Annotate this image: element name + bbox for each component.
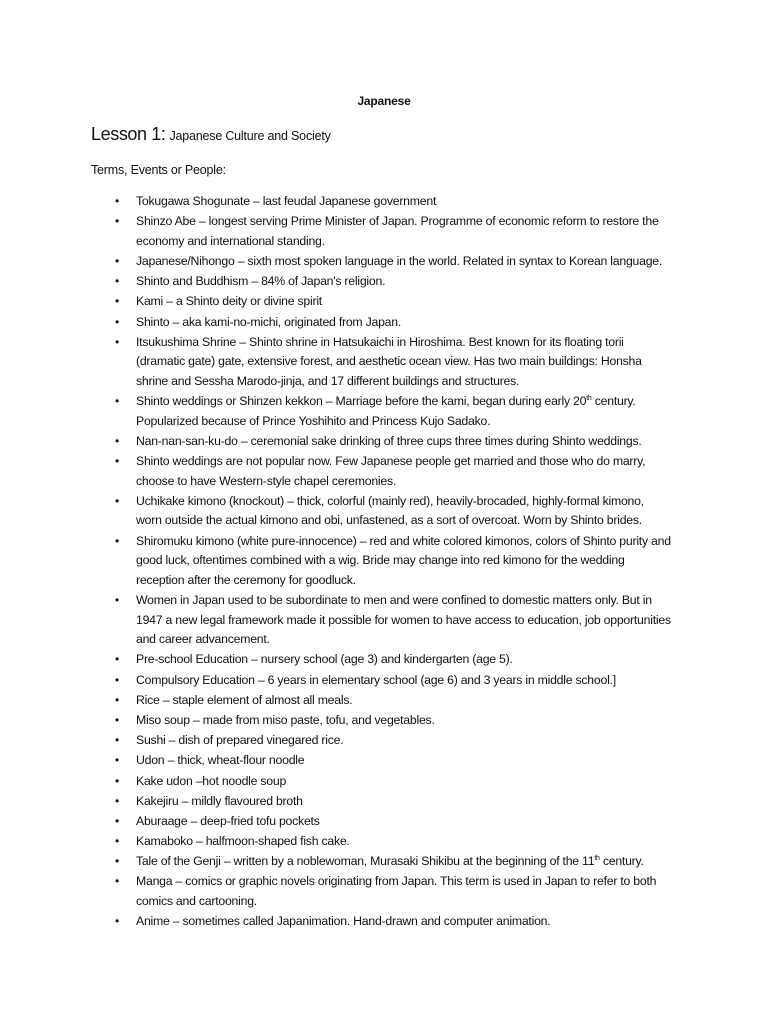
- list-item-text: Kami – a Shinto deity or divine spirit: [136, 294, 322, 309]
- list-item: [91, 492, 671, 531]
- bullet-icon: •: [115, 294, 119, 309]
- list-item: [91, 872, 671, 911]
- bullet-icon: •: [115, 773, 119, 788]
- list-item-text: Sushi – dish of prepared vinegared rice.: [136, 733, 344, 748]
- lesson-heading: [91, 124, 331, 145]
- list-item: [91, 650, 671, 670]
- list-item-text: Manga – comics or graphic novels originating from Japan. This term is used in Japan to refer to both comics and cartooning.: [136, 874, 657, 909]
- list-item-text: Shinto weddings or Shinzen kekkon – Marriage before the kami, began during early 20: [136, 394, 587, 409]
- list-item: [91, 772, 671, 792]
- list-item: [91, 731, 671, 751]
- bullet-icon: •: [115, 493, 119, 508]
- list-item-text: Japanese/Nihongo – sixth most spoken language in the world. Related in syntax to Korean language.: [136, 253, 663, 268]
- lesson-subtitle: Japanese Culture and Society: [169, 129, 331, 143]
- list-item-text: century. Popularized because of Prince Yoshihito and Princess Kujo Sadako.: [136, 394, 636, 428]
- bullet-icon: •: [115, 733, 119, 748]
- bullet-icon: •: [115, 753, 119, 768]
- list-item: [91, 252, 671, 272]
- list-item: [91, 691, 671, 711]
- bullet-icon: •: [115, 672, 119, 687]
- lesson-label: Lesson 1:: [91, 124, 166, 144]
- list-item-text: Anime – sometimes called Japanimation. Hand-drawn and computer animation.: [136, 914, 551, 929]
- list-item-text: Kakejiru – mildly flavoured broth: [136, 793, 303, 808]
- list-item: [91, 812, 671, 832]
- list-item: [91, 212, 671, 251]
- bullet-icon: •: [115, 712, 119, 727]
- list-item-text: Shinto – aka kami-no-michi, originated from Japan.: [136, 314, 401, 329]
- bullet-icon: •: [115, 874, 119, 889]
- bullet-icon: •: [115, 454, 119, 469]
- list-item: [91, 832, 671, 852]
- terms-list: [91, 192, 671, 932]
- list-item-text: century.: [599, 854, 644, 869]
- bullet-icon: •: [115, 253, 119, 268]
- list-item: [91, 452, 671, 491]
- list-item-text: Rice – staple element of almost all meals.: [136, 692, 353, 707]
- list-item: [91, 532, 671, 591]
- list-item: [91, 751, 671, 771]
- list-item: [91, 272, 671, 292]
- list-item: [91, 333, 671, 392]
- bullet-icon: •: [115, 274, 119, 289]
- list-item: [91, 912, 671, 932]
- list-item: [91, 192, 671, 212]
- list-item-text: Nan-nan-san-ku-do – ceremonial sake drinking of three cups three times during Shinto weddings.: [136, 433, 642, 448]
- list-item-text: Uchikake kimono (knockout) – thick, colorful (mainly red), heavily-brocaded, highly-formal kimono, worn outside the actual kimono and obi, unfastened, as a sort of overcoat. Worn by Shinto brides.: [136, 493, 644, 528]
- list-item-text: Pre-school Education – nursery school (age 3) and kindergarten (age 5).: [136, 652, 513, 667]
- bullet-icon: •: [115, 813, 119, 828]
- list-item: [91, 671, 671, 691]
- bullet-icon: •: [115, 834, 119, 849]
- list-item-text: Miso soup – made from miso paste, tofu, and vegetables.: [136, 712, 435, 727]
- bullet-icon: •: [115, 433, 119, 448]
- bullet-icon: •: [115, 194, 119, 208]
- list-item: [91, 792, 671, 812]
- bullet-icon: •: [115, 214, 119, 229]
- bullet-icon: •: [115, 914, 119, 929]
- list-item-text: Shiromuku kimono (white pure-innocence) – red and white colored kimonos, colors of Shinto purity and good luck, oftentimes combined with a wig. Bride may change into red kimono for the wedding reception after the ceremony for goodluck.: [136, 533, 671, 587]
- list-item: [91, 392, 671, 431]
- list-item: [91, 852, 671, 872]
- bullet-icon: •: [115, 692, 119, 707]
- list-item-text: Shinto weddings are not popular now. Few Japanese people get married and those who do marry, choose to have Western-style chapel ceremonies.: [136, 454, 646, 488]
- bullet-icon: •: [115, 593, 119, 607]
- list-item: [91, 432, 671, 452]
- list-item-text: Tokugawa Shogunate – last feudal Japanese government: [136, 194, 437, 208]
- list-item: [91, 591, 671, 650]
- bullet-icon: •: [115, 394, 119, 409]
- list-item-text: Tale of the Genji – written by a noblewoman, Murasaki Shikibu at the beginning of the 11: [136, 854, 595, 869]
- bullet-icon: •: [115, 314, 119, 329]
- list-item-text: Women in Japan used to be subordinate to men and were confined to domestic matters only. But in 1947 a new legal framework made it possible for women to have access to education, job opportunities and career advancement.: [136, 593, 671, 647]
- bullet-icon: •: [115, 334, 119, 349]
- list-item-text: Shinto and Buddhism – 84% of Japan's religion.: [136, 274, 386, 289]
- list-item: [91, 292, 671, 312]
- list-item-text: Aburaage – deep-fried tofu pockets: [136, 813, 320, 828]
- list-item: [91, 711, 671, 731]
- bullet-icon: •: [115, 533, 119, 548]
- bullet-icon: •: [115, 793, 119, 808]
- list-item: [91, 313, 671, 333]
- terms-label: Terms, Events or People:: [91, 163, 226, 177]
- list-item-text: Udon – thick, wheat-flour noodle: [136, 753, 305, 768]
- superscript: th: [586, 395, 592, 402]
- superscript: th: [594, 855, 600, 863]
- list-item-text: Kamaboko – halfmoon-shaped fish cake.: [136, 834, 350, 849]
- list-item-text: Compulsory Education – 6 years in elementary school (age 6) and 3 years in middle school.]: [136, 672, 616, 687]
- document-title: Japanese: [357, 94, 411, 108]
- list-item-text: Kake udon –hot noodle soup: [136, 773, 287, 788]
- bullet-icon: •: [115, 652, 119, 667]
- list-item-text: Shinzo Abe – longest serving Prime Minister of Japan. Programme of economic reform to restore the economy and international standing.: [136, 214, 659, 248]
- bullet-icon: •: [115, 854, 119, 869]
- list-item-text: Itsukushima Shrine – Shinto shrine in Hatsukaichi in Hiroshima. Best known for its floating torii (dramatic gate) gate, extensive forest, and aesthetic ocean view. Has two main buildings: Honsha shrine and Sessha Marodo-jinja, and 17 different buildings and structures.: [136, 334, 642, 388]
